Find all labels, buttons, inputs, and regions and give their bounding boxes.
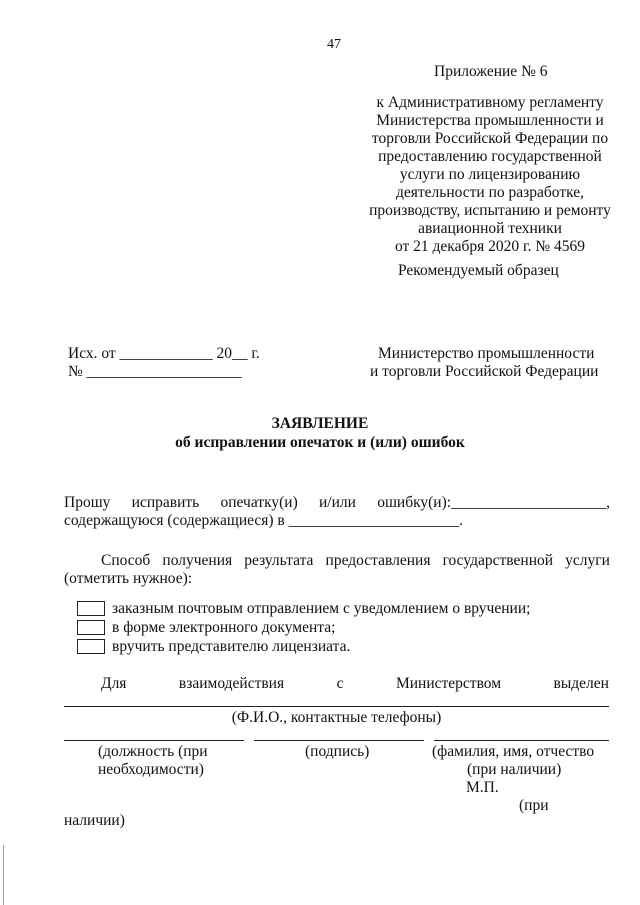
method-word: услуги — [565, 552, 610, 569]
request-word: ошибку(и):____________________, — [377, 494, 610, 511]
interaction-line — [101, 675, 609, 693]
interaction-word: Министерством — [395, 675, 502, 692]
option-label-mail: заказным почтовым отправлением с уведомлением о вручении; — [112, 600, 531, 617]
stamp-note-1: (при — [519, 797, 549, 814]
option-label-representative: вручить представителю лицензиата. — [112, 638, 351, 655]
interaction-word: с — [336, 675, 344, 692]
scan-edge-mark — [3, 845, 4, 905]
appendix-line: от 21 декабря 2020 г. № 4569 — [394, 238, 586, 255]
method-line-1 — [101, 552, 610, 570]
addressee-line-2: и торговли Российской Федерации — [370, 363, 599, 380]
request-word: Прошу — [64, 494, 111, 511]
stamp-label: М.П. — [466, 779, 499, 796]
full-name-line[interactable] — [434, 740, 609, 741]
contact-person-line[interactable] — [64, 706, 609, 707]
method-word: Способ — [101, 552, 151, 569]
signature-line[interactable] — [254, 740, 424, 741]
full-name-caption-2: (при наличии) — [467, 761, 562, 778]
stamp-note-2: наличии) — [64, 812, 125, 829]
appendix-line: производству, испытанию и ремонту — [369, 202, 611, 219]
appendix-line: Министерства промышленности и — [376, 112, 604, 129]
position-caption-1: (должность (при — [98, 743, 208, 760]
outgoing-date-field: Исх. от ____________ 20__ г. — [68, 345, 260, 362]
signature-caption: (подпись) — [305, 743, 370, 760]
method-line-2: (отметить нужное): — [64, 570, 193, 587]
method-word: получения — [162, 552, 233, 569]
addressee-line-1: Министерство промышленности — [378, 345, 595, 362]
position-line[interactable] — [64, 740, 244, 741]
appendix-title: Приложение № 6 — [434, 63, 548, 80]
interaction-word: выделен — [553, 675, 609, 692]
appendix-line: авиационной техники — [418, 220, 562, 237]
appendix-line: торговли Российской Федерации по — [371, 130, 609, 147]
outgoing-number-field: № ____________________ — [68, 363, 242, 380]
option-checkbox-representative[interactable] — [77, 639, 105, 654]
method-word: государственной — [442, 552, 554, 569]
contact-person-caption: (Ф.И.О., контактные телефоны) — [231, 709, 442, 726]
method-word: результата — [244, 552, 314, 569]
appendix-line: услуги по лицензированию — [399, 166, 581, 183]
request-line-2: содержащуюся (содержащиеся) в ______________________. — [64, 512, 463, 529]
request-word: исправить — [131, 494, 200, 511]
appendix-line: предоставлению государственной — [378, 148, 602, 165]
appendix-reference — [340, 94, 640, 256]
recommended-sample: Рекомендуемый образец — [398, 262, 559, 279]
option-checkbox-electronic[interactable] — [77, 620, 105, 635]
request-word: опечатку(и) — [220, 494, 298, 511]
full-name-caption-1: (фамилия, имя, отчество — [432, 743, 595, 760]
interaction-word: взаимодействия — [178, 675, 285, 692]
option-label-electronic: в форме электронного документа; — [112, 619, 336, 636]
interaction-word: Для — [101, 675, 127, 692]
request-word: и/или — [319, 494, 356, 511]
request-line-1 — [64, 494, 610, 512]
appendix-line: к Административному регламенту — [376, 94, 604, 111]
document-subtitle: об исправлении опечаток и (или) ошибок — [175, 434, 465, 451]
position-caption-2: необходимости) — [98, 761, 204, 778]
page-number: 47 — [327, 37, 341, 52]
option-checkbox-mail[interactable] — [77, 601, 105, 616]
appendix-line: деятельности по разработке, — [395, 184, 584, 201]
method-word: предоставления — [325, 552, 431, 569]
document-title: ЗАЯВЛЕНИЕ — [271, 415, 369, 432]
